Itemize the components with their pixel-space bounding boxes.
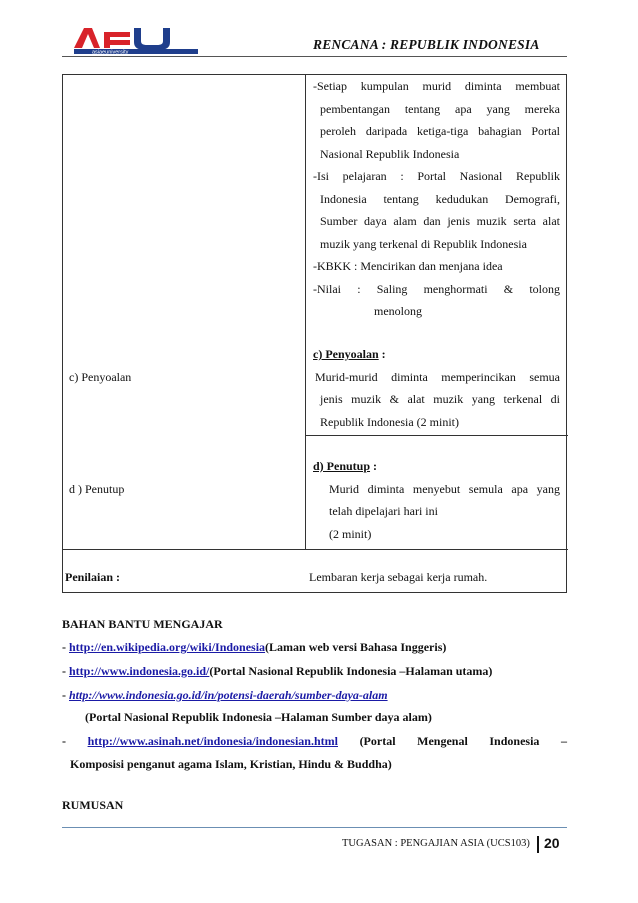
activity-line: muzik yang terkenal di Republik Indonesia bbox=[320, 236, 527, 251]
lesson-plan-table bbox=[62, 74, 567, 593]
resource-item: - http://www.indonesia.go.id/in/potensi-daerah/sumber-daya-alam bbox=[62, 688, 388, 702]
penyoalan-line: jenis muzik & alat muzik yang terkenal di bbox=[320, 392, 560, 406]
penutup-cell bbox=[313, 455, 560, 545]
asiaeuniversity-logo bbox=[70, 26, 202, 54]
resource-item: - http://en.wikipedia.org/wiki/Indonesia(Laman web versi Bahasa Inggeris) bbox=[62, 640, 447, 654]
activity-cell bbox=[313, 75, 560, 323]
penilaian-value: Lembaran kerja sebagai kerja rumah. bbox=[309, 570, 488, 584]
penutup-line: (2 minit) bbox=[329, 526, 372, 541]
resource-item-continuation: (Portal Nasional Republik Indonesia –Halaman Sumber daya alam) bbox=[85, 710, 432, 724]
penyoalan-heading: c) Penyoalan : bbox=[313, 347, 386, 361]
activity-line: Indonesia tentang kedudukan Demografi, bbox=[320, 191, 560, 206]
activity-line: peroleh daripada ketiga-tiga bahagian Portal bbox=[320, 124, 560, 138]
resource-link[interactable]: http://www.indonesia.go.id/in/potensi-daerah/sumber-daya-alam bbox=[69, 688, 388, 702]
penyoalan-cell bbox=[313, 343, 560, 433]
step-label-penutup: d ) Penutup bbox=[69, 482, 125, 496]
activity-line: menolong bbox=[374, 304, 422, 318]
logo-subtext: asiaeuniversity bbox=[92, 49, 129, 54]
footer-divider bbox=[62, 827, 567, 828]
penyoalan-line: Murid-murid diminta memperincikan semua bbox=[315, 369, 560, 384]
activity-line: Sumber daya alam dan jenis muzik serta alat bbox=[320, 214, 560, 228]
penutup-heading: d) Penutup : bbox=[313, 459, 378, 473]
resource-item: - http://www.indonesia.go.id/(Portal Nasional Republik Indonesia –Halaman utama) bbox=[62, 664, 493, 678]
penyoalan-line: Republik Indonesia (2 minit) bbox=[320, 414, 459, 429]
footer-course-label: TUGASAN : PENGAJIAN ASIA (UCS103) bbox=[342, 838, 530, 849]
page-number: 20 bbox=[544, 835, 560, 851]
resource-link[interactable]: http://www.asinah.net/indonesia/indonesian.html bbox=[87, 734, 338, 748]
activity-line: -KBKK : Mencirikan dan menjana idea bbox=[313, 259, 503, 273]
bahan-heading: BAHAN BANTU MENGAJAR bbox=[62, 617, 223, 631]
resource-link[interactable]: http://www.indonesia.go.id/ bbox=[69, 664, 210, 678]
activity-line: -Setiap kumpulan murid diminta membuat bbox=[313, 79, 560, 93]
step-label-penyoalan: c) Penyoalan bbox=[69, 370, 132, 384]
activity-line: -Isi pelajaran : Portal Nasional Republik bbox=[313, 169, 560, 183]
resource-item-continuation: Komposisi penganut agama Islam, Kristian, Hindu & Buddha) bbox=[70, 757, 392, 771]
table-row-divider bbox=[305, 435, 568, 436]
activity-line: pembentangan tentang apa yang mereka bbox=[320, 101, 560, 116]
penutup-line: Murid diminta menyebut semula apa yang bbox=[329, 481, 560, 496]
activity-line: -Nilai : Saling menghormati & tolong bbox=[313, 281, 560, 296]
penilaian-label: Penilaian : bbox=[65, 570, 121, 584]
table-row-divider bbox=[63, 549, 568, 550]
resource-link[interactable]: http://en.wikipedia.org/wiki/Indonesia bbox=[69, 640, 266, 654]
table-column-divider bbox=[305, 75, 306, 549]
footer-separator bbox=[537, 836, 539, 853]
activity-line: Nasional Republik Indonesia bbox=[320, 146, 460, 161]
header-divider bbox=[62, 56, 567, 57]
penutup-line: telah dipelajari hari ini bbox=[329, 504, 438, 518]
rumusan-heading: RUMUSAN bbox=[62, 798, 124, 812]
resource-item: - http://www.asinah.net/indonesia/indonesian.html (Portal Mengenal Indonesia – bbox=[62, 734, 567, 748]
document-header-title: RENCANA : REPUBLIK INDONESIA bbox=[313, 37, 540, 52]
